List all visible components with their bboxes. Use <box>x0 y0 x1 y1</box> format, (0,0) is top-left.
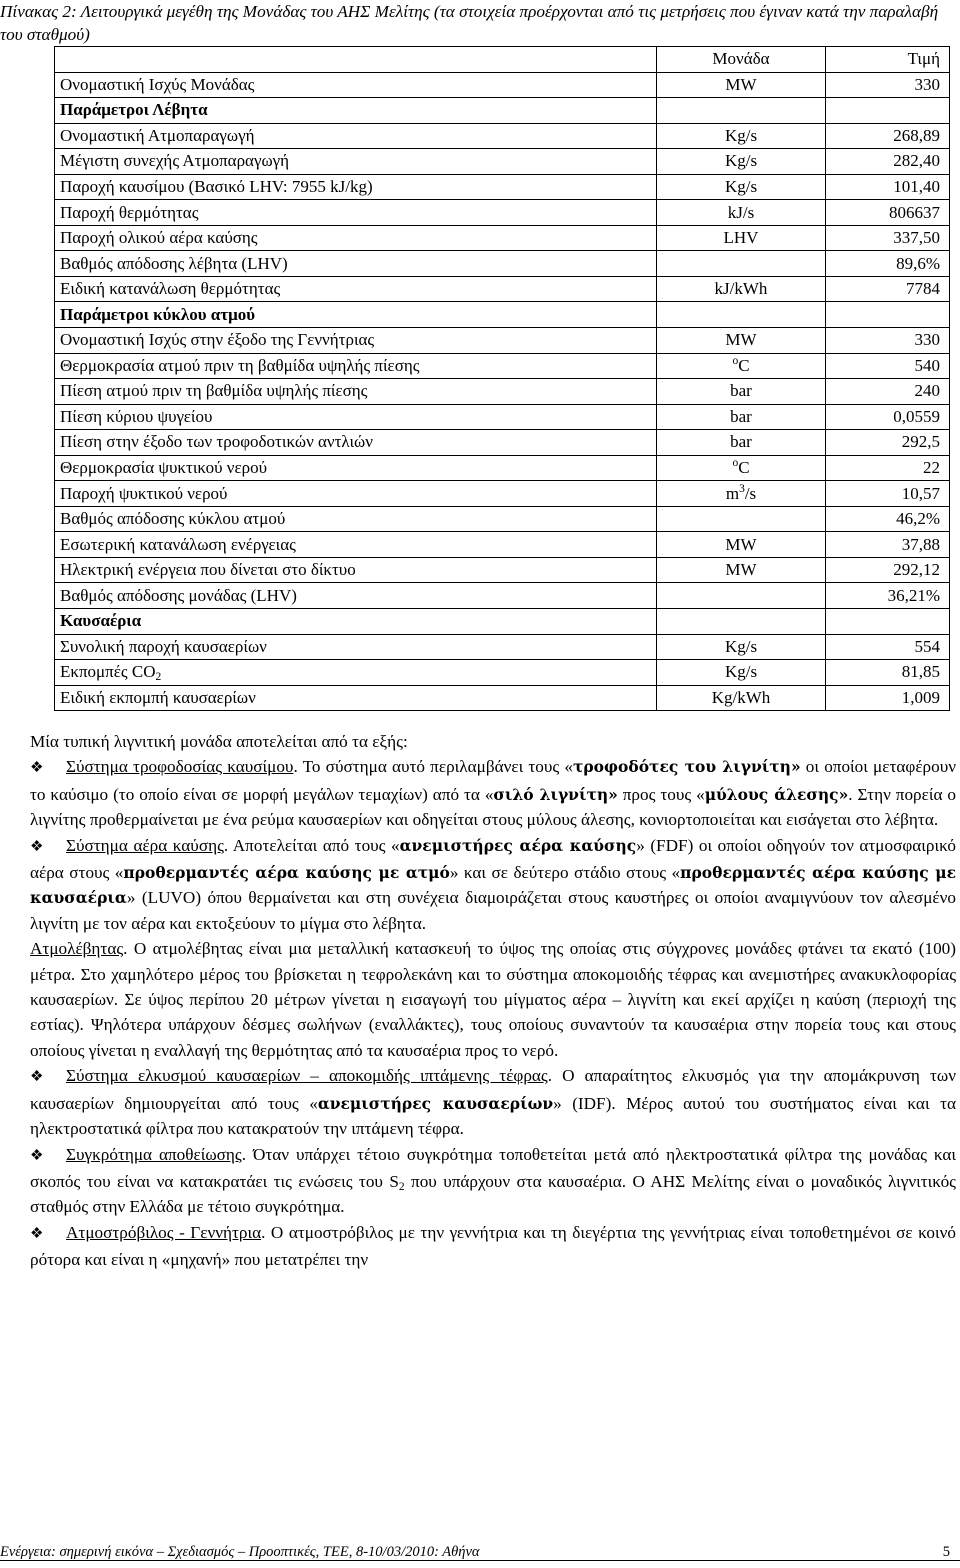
unit-cell <box>657 251 826 277</box>
text-run: » (LUVO) όπου θερμαίνεται και στη συνέχεια διαμοιράζεται στους καυστήρες οι οποίοι αναμιγνύουν τον αλεσμένο λιγνίτη με τον αέρα και εκτοξεύουν το μίγμα στο λέβητα. <box>30 888 956 933</box>
value-cell: 282,40 <box>826 149 950 175</box>
value-cell: 7784 <box>826 276 950 302</box>
parameter-label <box>55 98 657 124</box>
parameter-label <box>55 481 657 507</box>
unit-text: Kg/s <box>724 177 758 196</box>
table-row <box>55 276 950 302</box>
parameter-label-text: Παροχή ολικού αέρα καύσης <box>60 228 258 248</box>
section-heading: Ατμοστρόβιλος - Γεννήτρια <box>66 1222 262 1242</box>
unit-cell <box>657 506 826 532</box>
parameter-label-text: Ειδική κατανάλωση θερμότητας <box>60 279 281 299</box>
parameter-label <box>55 634 657 660</box>
table-section-row <box>55 98 950 124</box>
table-row <box>55 455 950 481</box>
unit-text: Kg/s <box>724 151 758 171</box>
unit-text: Kg/kWh <box>711 687 771 707</box>
parameter-label <box>55 430 657 456</box>
table-row <box>55 685 950 711</box>
value-cell: 37,88 <box>826 532 950 558</box>
unit-text: C <box>738 355 750 375</box>
text-run: . Ο απαραίτητος ελκυσμός για την απομάκρυνση των καυσαερίων δημιουργείται από τους « <box>30 1066 956 1113</box>
value-cell: 0,0559 <box>826 404 950 430</box>
table-row <box>55 404 950 430</box>
value-cell: 10,57 <box>826 481 950 507</box>
subscript: 2 <box>398 1180 405 1193</box>
superscript: o <box>732 354 739 367</box>
unit-text: MW <box>725 534 757 554</box>
parameter-label-text: Μέγιστη συνεχής Ατμοπαραγωγή <box>60 151 290 171</box>
value-cell: 337,50 <box>826 225 950 251</box>
unit-cell <box>657 455 826 481</box>
parameter-label-text: Ειδική εκπομπή καυσαερίων <box>60 687 256 707</box>
table-row <box>55 557 950 583</box>
page-number: 5 <box>942 1544 950 1560</box>
table-row <box>55 251 950 277</box>
parameter-label-text: Παροχή ψυκτικού νερού <box>60 483 228 503</box>
table-row <box>55 430 950 456</box>
body-text <box>30 729 956 1273</box>
unit-cell <box>657 583 826 609</box>
bold-term: ανεμιστήρες καυσαερίων <box>317 1093 554 1113</box>
value-cell: 292,12 <box>826 557 950 583</box>
unit-text: MW <box>725 560 757 580</box>
table-row <box>55 532 950 558</box>
value-cell: 81,85 <box>826 660 950 686</box>
unit-text: bar <box>730 432 752 452</box>
unit-cell <box>657 276 826 302</box>
unit-cell <box>657 609 826 635</box>
parameter-label <box>55 557 657 583</box>
bold-term: τροφοδότες του λιγνίτη» <box>572 757 801 777</box>
parameter-label-text: Θερμοκρασία ατμού πριν τη βαθμίδα υψηλής πίεσης <box>60 355 420 375</box>
parameter-label-text: Πίεση στην έξοδο των τροφοδοτικών αντλιών <box>60 432 373 452</box>
table-header-row <box>55 47 950 73</box>
intro-paragraph: Μία τυπική λιγνιτική μονάδα αποτελείται από τα εξής: <box>30 732 408 751</box>
table-row <box>55 353 950 379</box>
value-cell: 268,89 <box>826 123 950 149</box>
unit-cell <box>657 660 826 686</box>
text-run: » (IDF). Μέρος αυτού του συστήματος είναι και τα ηλεκτροστατικά φίλτρα που κατακρατούν την ιπτάμενη τέφρα. <box>30 1093 956 1139</box>
operating-parameters-table <box>54 46 950 711</box>
parameter-label-text: Βαθμός απόδοσης κύκλου ατμού <box>60 509 286 529</box>
text-run: οι οποίοι μεταφέρουν το καύσιμο (το οποίο είναι σε μορφή μεγάλων τεμαχίων) από τα « <box>30 757 956 804</box>
text-run: προς τους « <box>617 784 705 804</box>
parameter-label <box>55 455 657 481</box>
parameter-label <box>55 276 657 302</box>
section-heading: Ατμολέβητας <box>30 939 124 959</box>
body-paragraph <box>30 1220 956 1273</box>
parameter-label-text: Βαθμός απόδοσης μονάδας (LHV) <box>60 585 297 605</box>
parameter-label-text: Ονομαστική Ατμοπαραγωγή <box>60 125 255 145</box>
parameter-label <box>55 583 657 609</box>
text-run: . Το σύστημα αυτό περιλαμβάνει τους « <box>293 757 573 777</box>
text-run: που υπάρχουν στα καυσαέρια. Ο ΑΗΣ Μελίτης είναι ο μοναδικός λιγνιτικός σταθμός στην Ελλάδα με τέτοιο συγκρότημα. <box>30 1171 956 1217</box>
unit-text: m <box>725 483 740 503</box>
table-row <box>55 200 950 226</box>
parameter-label <box>55 379 657 405</box>
parameter-label <box>55 174 657 200</box>
unit-cell <box>657 328 826 354</box>
value-cell: 540 <box>826 353 950 379</box>
text-run: . Όταν υπάρχει τέτοιο συγκρότημα τοποθετείται μετά από ηλεκτροστατικά φίλτρα της μονάδας και σκοπός του είναι να κατακρατάει τις ενώσεις του S <box>30 1144 957 1191</box>
column-header: Τιμή <box>826 47 950 73</box>
parameter-label <box>55 302 657 328</box>
table-row <box>55 72 950 98</box>
parameter-label <box>55 225 657 251</box>
unit-text: kJ/kWh <box>714 279 768 299</box>
text-run: . Ο ατμολέβητας είναι μια μεταλλική κατασκευή το ύψος της οποίας στις σύγχρονες μονάδες φτάνει τα εκατό (100) μέτρα. Στο χαμηλότερο μέρος του βρίσκεται η τεφρολεκάνη και το σύστημα αποκομοιδής τέφρας και ανεμιστήρες ανακυκλοφορίας καυσαερίων. Σε ύψος περίπου 20 μέτρων γίνεται η εισαγωγή του μίγματος αέρα – λιγνίτη και εκεί αρχίζει η καύση (περιοχή της εστίας). Ψηλότερα υπάρχουν δέσμες σωλήνων (εναλλάκτες), τους οποίους συναντούν τα καυσαέρια στην πορεία τους και στους οποίους γίνεται η εναλλαγή της θερμότητας από τα καυσαέρια προς το νερό. <box>30 939 956 1060</box>
column-header <box>55 47 657 73</box>
table-row <box>55 225 950 251</box>
unit-text: kJ/s <box>727 202 755 222</box>
section-heading: Σύστημα ελκυσμού καυσαερίων – αποκομιδής ιπτάμενης τέφρας <box>66 1066 548 1086</box>
unit-tail: /s <box>744 483 757 503</box>
text-run: » και σε δεύτερο στάδιο στους « <box>449 863 681 883</box>
parameter-label-text: Συνολική παροχή καυσαερίων <box>60 636 267 656</box>
value-cell: 554 <box>826 634 950 660</box>
section-heading: Σύστημα αέρα καύσης <box>66 835 224 855</box>
table-caption: Πίνακας 2: Λειτουργικά μεγέθη της Μονάδας του ΑΗΣ Μελίτης (τα στοιχεία προέρχονται από τις μετρήσεις που έγιναν κατά την παραλαβή του σταθμού) <box>0 2 939 44</box>
parameter-label <box>55 353 657 379</box>
unit-text: bar <box>730 381 752 401</box>
value-cell <box>826 98 950 124</box>
parameter-label-text: Εσωτερική κατανάλωση ενέργειας <box>60 534 296 554</box>
table-section-row <box>55 609 950 635</box>
parameter-label <box>55 328 657 354</box>
value-cell: 806637 <box>826 200 950 226</box>
section-heading: Συγκρότημα αποθείωσης <box>66 1144 242 1164</box>
text-run: . Στην πορεία ο λιγνίτης προθερμαίνεται με ένα ρεύμα καυσαερίων και οδηγείται στους μύλους άλεσης, κονιορτοποιείται και εισάγεται στο λέβητα. <box>30 784 956 830</box>
unit-text: MW <box>725 330 757 350</box>
parameter-label-text: Ονομαστική Ισχύς Μονάδας <box>60 74 255 94</box>
footer-rule <box>0 1560 960 1561</box>
value-cell <box>826 609 950 635</box>
parameter-label <box>55 123 657 149</box>
unit-cell <box>657 404 826 430</box>
body-paragraph <box>30 1063 956 1141</box>
table-row <box>55 379 950 405</box>
parameter-label-text: Πίεση κύριου ψυγείου <box>60 406 213 426</box>
table-row <box>55 174 950 200</box>
unit-text: Kg/s <box>724 636 758 656</box>
unit-text: bar <box>730 406 752 426</box>
table-row <box>55 149 950 175</box>
table-section-row <box>55 302 950 328</box>
table-row <box>55 634 950 660</box>
unit-cell <box>657 532 826 558</box>
diamond-bullet-icon: ❖ <box>30 1147 44 1164</box>
value-cell: 46,2% <box>826 506 950 532</box>
diamond-bullet-icon: ❖ <box>30 760 44 777</box>
bold-term: προθερμαντές αέρα καύσης με ατμό <box>123 863 450 883</box>
parameter-label-text: Παράμετροι κύκλου ατμού <box>60 304 256 324</box>
section-heading: Σύστημα τροφοδοσίας καυσίμου <box>66 757 294 777</box>
superscript: 3 <box>739 482 745 495</box>
value-cell: 240 <box>826 379 950 405</box>
table-row <box>55 481 950 507</box>
table-row <box>55 506 950 532</box>
parameter-label <box>55 660 657 686</box>
unit-text: Kg/s <box>724 125 758 145</box>
body-paragraph <box>30 936 956 1063</box>
unit-cell <box>657 174 826 200</box>
unit-cell <box>657 430 826 456</box>
parameter-label <box>55 685 657 711</box>
unit-cell <box>657 225 826 251</box>
unit-text: MW <box>725 74 757 94</box>
parameter-label-text: Πίεση ατμού πριν τη βαθμίδα υψηλής πίεσης <box>60 381 368 401</box>
value-cell: 330 <box>826 328 950 354</box>
unit-cell <box>657 557 826 583</box>
parameter-label <box>55 609 657 635</box>
text-run: . Ο ατμοστρόβιλος με την γεννήτρια και τη διεγέρτια της γεννήτριας είναι τοποθετημένοι σε κοινό ρότορα και είναι η «μηχανή» που μετατρέπει την <box>30 1222 956 1270</box>
unit-cell <box>657 481 826 507</box>
value-cell: 22 <box>826 455 950 481</box>
parameter-label-text: Παράμετροι Λέβητα <box>60 100 208 120</box>
unit-cell <box>657 149 826 175</box>
body-paragraph <box>30 833 956 937</box>
bold-term: σιλό λιγνίτη» <box>493 784 618 804</box>
parameter-label <box>55 200 657 226</box>
parameter-label <box>55 251 657 277</box>
bold-term: ανεμιστήρες αέρα καύσης <box>399 835 637 855</box>
value-cell: 89,6% <box>826 251 950 277</box>
value-cell: 1,009 <box>826 685 950 711</box>
superscript: o <box>732 457 739 470</box>
bold-term: προθερμαντές αέρα καύσης με καυσαέρια <box>30 863 956 908</box>
diamond-bullet-icon: ❖ <box>30 1225 44 1242</box>
paragraph-list <box>30 754 956 1272</box>
body-paragraph <box>30 754 956 832</box>
parameter-label <box>55 404 657 430</box>
unit-cell <box>657 200 826 226</box>
parameter-label-text: Ονομαστική Ισχύς στην έξοδο της Γεννήτριας <box>60 330 375 350</box>
unit-text: LHV <box>723 228 759 248</box>
unit-cell <box>657 302 826 328</box>
column-header: Μονάδα <box>657 47 826 73</box>
value-cell: 330 <box>826 72 950 98</box>
parameter-label <box>55 532 657 558</box>
parameter-label-text: Καυσαέρια <box>60 611 142 631</box>
parameter-label-text: Ηλεκτρική ενέργεια που δίνεται στο δίκτυο <box>60 560 356 580</box>
parameter-label-text: Παροχή θερμότητας <box>60 202 199 222</box>
value-cell: 292,5 <box>826 430 950 456</box>
unit-cell <box>657 353 826 379</box>
bold-term: μύλους άλεσης» <box>704 784 849 804</box>
parameter-label <box>55 506 657 532</box>
parameter-label <box>55 72 657 98</box>
value-cell: 36,21% <box>826 583 950 609</box>
table-row <box>55 123 950 149</box>
text-run: » (FDF) οι οποίοι οδηγούν τον ατμοσφαιρικό αέρα στους « <box>30 835 956 883</box>
parameter-label-text: Βαθμός απόδοσης λέβητα (LHV) <box>60 253 288 273</box>
unit-text: Kg/s <box>724 662 758 682</box>
text-run: . Αποτελείται από τους « <box>223 835 400 855</box>
table-row <box>55 328 950 354</box>
unit-text: C <box>738 458 750 478</box>
parameter-label <box>55 149 657 175</box>
unit-cell <box>657 98 826 124</box>
unit-cell <box>657 634 826 660</box>
unit-cell <box>657 72 826 98</box>
parameter-label-text: Παροχή καυσίμου (Βασικό LHV: 7955 kJ/kg) <box>60 177 373 196</box>
body-paragraph <box>30 1142 956 1220</box>
table-row <box>55 660 950 686</box>
table-row <box>55 583 950 609</box>
unit-cell <box>657 123 826 149</box>
value-cell <box>826 302 950 328</box>
parameter-label-text: Θερμοκρασία ψυκτικού νερού <box>60 458 267 478</box>
diamond-bullet-icon: ❖ <box>30 1069 44 1086</box>
diamond-bullet-icon: ❖ <box>30 838 44 855</box>
subscript: 2 <box>155 671 162 684</box>
footer-source: Ενέργεια: σημερινή εικόνα – Σχεδιασμός – Προοπτικές, ΤΕΕ, 8-10/03/2010: Αθήνα <box>0 1544 480 1560</box>
unit-cell <box>657 685 826 711</box>
unit-cell <box>657 379 826 405</box>
parameter-label-text: Εκπομπές CO <box>60 662 156 682</box>
value-cell: 101,40 <box>826 174 950 200</box>
